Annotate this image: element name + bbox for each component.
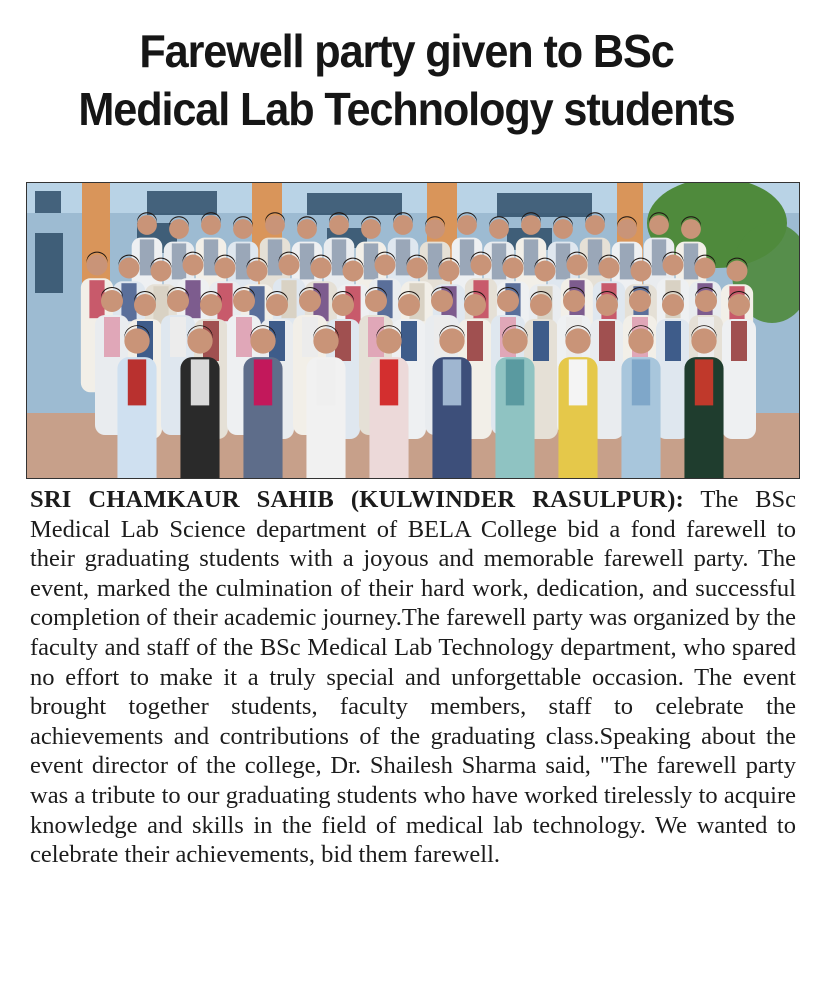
headline (24, 22, 788, 138)
building-window (497, 193, 592, 217)
building-window (307, 193, 402, 215)
headline-line-2: Medical Lab Technology students (78, 83, 735, 135)
article-dateline: SRI CHAMKAUR SAHIB (KULWINDER RASULPUR): (30, 486, 684, 513)
group-photo (26, 182, 800, 479)
group-photo-illustration (27, 183, 799, 478)
article-text: The BSc Medical Lab Science department of BELA College bid a fond farewell to their graduating students with a joyous and memorable farewell party. The event, marked the culmination of their hard work, dedication, and successful completion of their academic journey.The farewell party was organized by the faculty and staff of the BSc Medical Lab Technology department, who spared no effort to make it a truly special and unforgettable occasion. The event brought together students, faculty members, staff to celebrate the achievements and contributions of the graduating class.Speaking about the event director of the college, Dr. Shailesh Sharma said, "The farewell party was a tribute to our graduating students who have worked tirelessly to acquire knowledge and skills in the field of medical lab technology. We wanted to celebrate their achievements, bid them farewell. (30, 486, 796, 869)
headline-line-1: Farewell party given to BSc (139, 25, 674, 77)
building-window (35, 233, 63, 293)
article-body (30, 485, 796, 870)
building-window (35, 191, 61, 213)
building-window (147, 191, 217, 215)
